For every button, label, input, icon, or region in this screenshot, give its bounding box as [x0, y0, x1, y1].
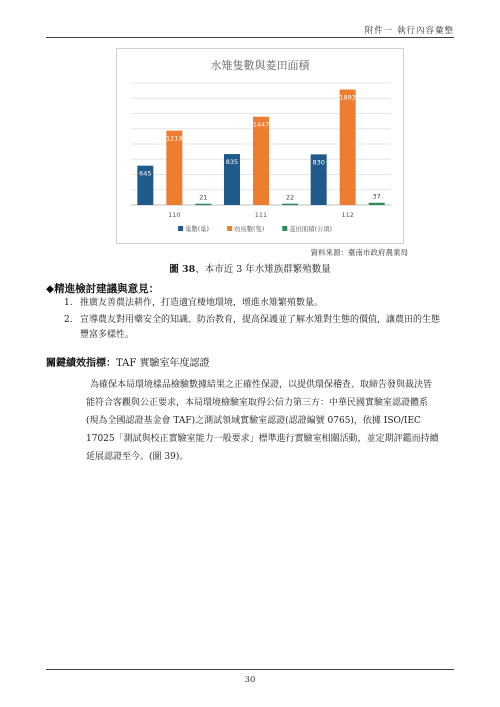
figure-caption-text: 、本市近 3 年水雉族群繁殖數量 — [195, 264, 331, 275]
legend-label: 巢數(巢) — [185, 226, 209, 233]
header-divider — [46, 37, 454, 38]
kpi-line — [46, 354, 209, 369]
data-label: 835 — [225, 158, 239, 167]
data-label: 1447 — [252, 120, 270, 129]
body-paragraph — [86, 376, 440, 466]
data-label: 1219 — [166, 134, 183, 143]
body-paragraph-text: 為確保本局環境樣品檢驗數據結果之正確性保證，以提供環保稽查、取締告發與裁決皆能符合客觀與公正要求，本局環境檢驗室取得公信力第三方：中華民國實驗室認證體系(現為全國認證基金會 TAF)之測試領域實驗室認證(認證編號 0765)，依據 ISO/IEC 17025「測試與校正實驗室能力一般要求」標準進行實驗室相關活動，並定期評鑑而持續延展認證至今。(圖 39)。 — [86, 380, 439, 462]
list-item-text: 推廣友善農法耕作，打造適宜棲地環境，增進水雉繁殖數量。 — [80, 298, 324, 308]
data-label: 830 — [312, 158, 325, 167]
chart-bar — [340, 90, 356, 205]
data-label: 1893 — [339, 93, 356, 102]
legend-swatch — [178, 226, 183, 231]
chart-bar — [282, 204, 298, 206]
footer-divider — [46, 669, 454, 670]
legend-swatch — [227, 226, 232, 231]
figure-caption — [0, 261, 500, 275]
x-tick-label: 111 — [254, 211, 268, 219]
list-item — [64, 313, 440, 343]
data-label: 37 — [372, 192, 381, 201]
figure-label: 圖 38 — [169, 264, 196, 275]
section-title: ◆精進檢討建議與意見： — [46, 283, 160, 295]
chart-title: 水雉隻數與菱田面積 — [210, 59, 310, 72]
list-item-number: 1. — [64, 298, 73, 308]
bar-chart — [117, 49, 403, 243]
x-tick-label: 110 — [168, 211, 181, 219]
list-item — [64, 296, 440, 311]
kpi-value: TAF 實驗室年度認證 — [116, 358, 210, 369]
list-item-text: 宣導農友對用藥安全的知識、防治教育，提高保護並了解水雉對生態的價值，讓農田的生態豐富多樣性。 — [80, 315, 441, 340]
chart-container — [116, 48, 404, 244]
chart-bar — [369, 203, 385, 205]
chart-bar — [195, 204, 211, 206]
data-label: 645 — [139, 169, 152, 178]
list-item-number: 2. — [64, 315, 73, 325]
x-tick-label: 112 — [341, 211, 354, 219]
chart-source: 資料來源：臺南市政府農業局 — [310, 248, 408, 257]
page-header: 附件一 執行內容彙整 — [364, 26, 454, 36]
kpi-label: 關鍵績效指標： — [46, 358, 116, 369]
legend-label: 菱田面積(公頃) — [289, 226, 333, 233]
data-label: 21 — [199, 193, 208, 202]
legend-label: 幼鳥數(隻) — [234, 226, 265, 233]
chart-bar — [253, 117, 269, 205]
data-label: 22 — [285, 193, 295, 202]
legend-swatch — [282, 226, 287, 231]
page-number: 30 — [244, 675, 256, 685]
